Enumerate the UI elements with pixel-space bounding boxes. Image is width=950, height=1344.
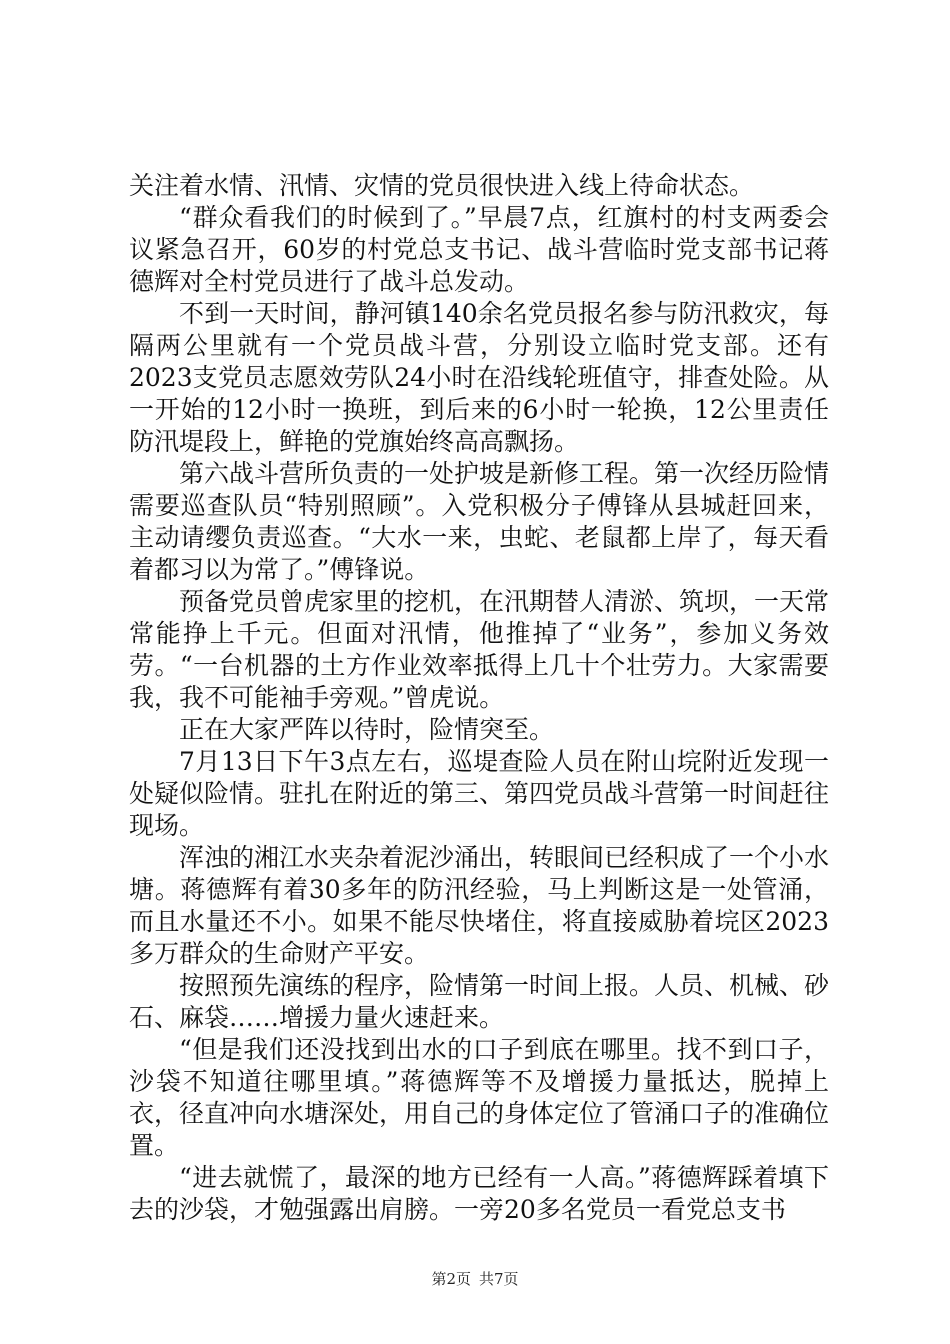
page-total: 共7页: [479, 1270, 519, 1288]
paragraph: 正在大家严阵以待时，险情突至。: [179, 715, 555, 744]
paragraph: 按照预先演练的程序，险情第一时间上报。人员、机械、砂石、麻袋……增援力量火速赶来。: [129, 971, 830, 1032]
paragraph: “群众看我们的时候到了。”早晨7点，红旗村的村支两委会议紧急召开，60岁的村党总支书记、战斗营临时党支部书记蒋德辉对全村党员进行了战斗总发动。: [129, 203, 829, 296]
article-body: [129, 170, 829, 1226]
paragraph: 不到一天时间，静河镇140余名党员报名参与防汛救灾，每隔两公里就有一个党员战斗营，分别设立临时党支部。还有2023支党员志愿效劳队24小时在沿线轮班值守，排查处险。从一开始的12小时一换班，到后来的6小时一轮换，12公里责任防汛堤段上，鲜艳的党旗始终高高飘扬。: [129, 299, 829, 456]
paragraph: 第六战斗营所负责的一处护坡是新修工程。第一次经历险情需要巡查队员“特别照顾”。入党积极分子傅锋从县城赶回来，主动请缨负责巡查。“大水一来，虫蛇、老鼠都上岸了，每天看着都习以为常了。”傅锋说。: [129, 459, 830, 584]
paragraph-continued: 关注着水情、汛情、灾情的党员很快进入线上待命状态。: [129, 171, 755, 200]
page-footer: [0, 1268, 950, 1289]
paragraph: 浑浊的湘江水夹杂着泥沙涌出，转眼间已经积成了一个小水塘。蒋德辉有着30多年的防汛经验，马上判断这是一处管涌，而且水量还不小。如果不能尽快堵住，将直接威胁着垸区2023多万群众的生命财产平安。: [129, 843, 830, 968]
paragraph: 7月13日下午3点左右，巡堤查险人员在附山垸附近发现一处疑似险情。驻扎在附近的第三、第四党员战斗营第一时间赶往现场。: [129, 747, 830, 840]
paragraph: “进去就慌了，最深的地方已经有一人高。”蒋德辉踩着填下去的沙袋，才勉强露出肩膀。一旁20多名党员一看党总支书: [129, 1163, 829, 1224]
paragraph: “但是我们还没找到出水的口子到底在哪里。找不到口子，沙袋不知道往哪里填。”蒋德辉等不及增援力量抵达，脱掉上衣，径直冲向水塘深处，用自己的身体定位了管涌口子的准确位置。: [129, 1035, 830, 1160]
paragraph: 预备党员曾虎家里的挖机，在汛期替人清淤、筑坝，一天常常能挣上千元。但面对汛情，他推掉了“业务”，参加义务效劳。“一台机器的土方作业效率抵得上几十个壮劳力。大家需要我，我不可能袖手旁观。”曾虎说。: [129, 587, 830, 712]
page-number: 第2页: [431, 1270, 471, 1288]
